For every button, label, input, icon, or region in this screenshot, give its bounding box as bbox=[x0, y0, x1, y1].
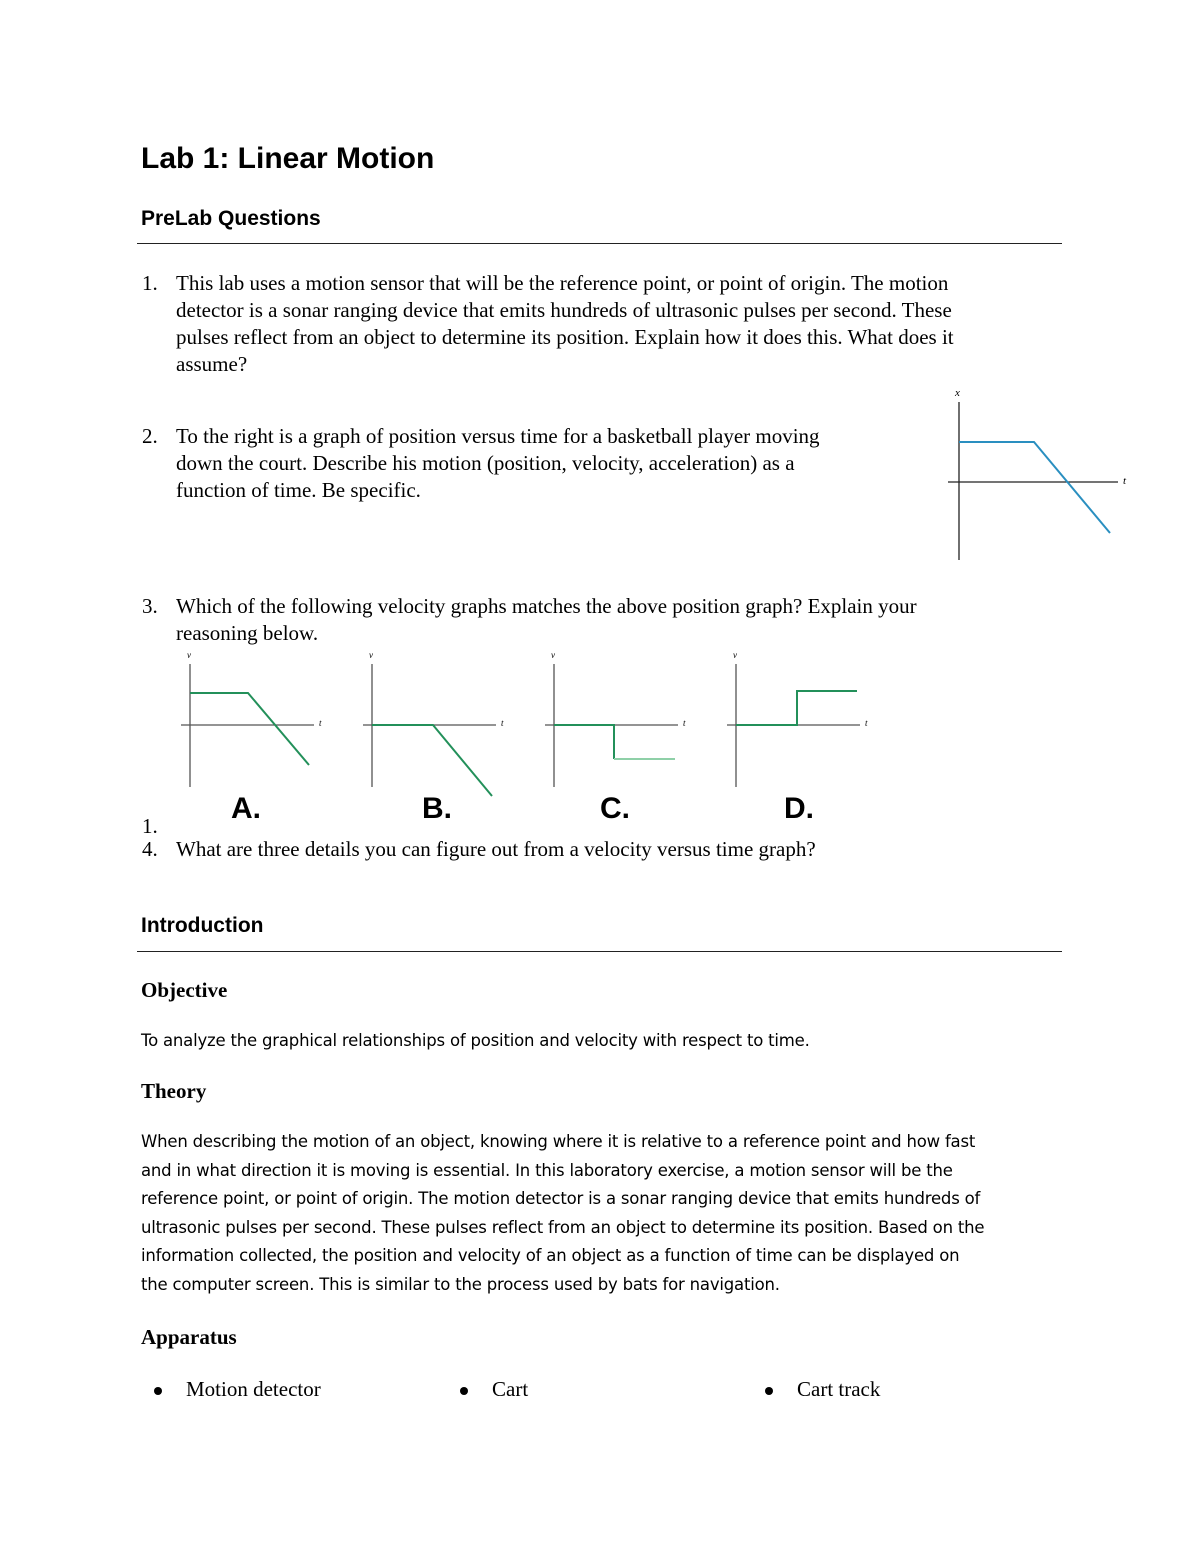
text-line: and in what direction it is moving is essential. In this laboratory exercise, a motion sensor will be the bbox=[141, 1160, 953, 1180]
velocity-y-label: v bbox=[733, 650, 737, 660]
text-line: This lab uses a motion sensor that will be the reference point, or point of origin. The motion bbox=[176, 271, 949, 295]
theory-text bbox=[141, 1128, 1061, 1300]
text-line: assume? bbox=[176, 352, 248, 376]
velocity-x-label: t bbox=[683, 718, 686, 728]
text-line: To the right is a graph of position versus time for a basketball player moving bbox=[176, 424, 820, 448]
answer-number: 1. bbox=[142, 814, 158, 838]
apparatus-label: Cart track bbox=[797, 1377, 881, 1401]
position-x-label: t bbox=[1123, 475, 1127, 487]
text-line: the computer screen. This is similar to the process used by bats for navigation. bbox=[141, 1274, 780, 1294]
apparatus-item bbox=[460, 1377, 528, 1402]
position-line bbox=[959, 442, 1110, 533]
question-text: What are three details you can figure out from a velocity versus time graph? bbox=[176, 837, 816, 861]
velocity-x-label: t bbox=[501, 718, 504, 728]
question-text bbox=[176, 593, 917, 647]
apparatus-item bbox=[765, 1377, 880, 1402]
text-line: information collected, the position and velocity of an object as a function of time can be displayed on bbox=[141, 1246, 960, 1266]
velocity-graph-b bbox=[363, 664, 496, 796]
velocity-y-label: v bbox=[187, 650, 191, 660]
position-y-label: x bbox=[955, 387, 960, 399]
option-d-label: D. bbox=[784, 792, 814, 825]
introduction-heading: Introduction bbox=[141, 914, 264, 937]
bullet-icon bbox=[460, 1387, 468, 1395]
text-line: ultrasonic pulses per second. These pulses reflect from an object to determine its position. Based on the bbox=[141, 1217, 985, 1237]
option-b-label: B. bbox=[422, 792, 452, 825]
velocity-y-label: v bbox=[551, 650, 555, 660]
question-number: 3. bbox=[142, 594, 158, 618]
text-line: Which of the following velocity graphs matches the above position graph? Explain your bbox=[176, 594, 917, 618]
text-line: detector is a sonar ranging device that emits hundreds of ultrasonic pulses per second. These bbox=[176, 298, 952, 322]
objective-text: To analyze the graphical relationships of position and velocity with respect to time. bbox=[141, 1031, 810, 1050]
prelab-heading: PreLab Questions bbox=[141, 207, 321, 230]
divider bbox=[137, 951, 1062, 952]
objective-heading: Objective bbox=[141, 978, 228, 1002]
text-line: reference point, or point of origin. The motion detector is a sonar ranging device that emits hundreds of bbox=[141, 1189, 981, 1209]
option-c-label: C. bbox=[600, 792, 630, 825]
velocity-line bbox=[190, 693, 309, 765]
apparatus-heading: Apparatus bbox=[141, 1325, 237, 1349]
velocity-graph-d bbox=[727, 664, 860, 787]
velocity-line bbox=[554, 725, 614, 759]
page-title: Lab 1: Linear Motion bbox=[141, 142, 435, 175]
apparatus-label: Cart bbox=[492, 1377, 529, 1401]
velocity-x-label: t bbox=[319, 718, 322, 728]
question-number: 1. bbox=[142, 271, 158, 295]
velocity-graph-c bbox=[545, 664, 678, 787]
bullet-icon bbox=[154, 1387, 162, 1395]
velocity-line bbox=[736, 691, 857, 725]
bullet-icon bbox=[765, 1387, 773, 1395]
question-number: 4. bbox=[142, 837, 158, 861]
text-line: When describing the motion of an object, knowing where it is relative to a reference point and how fast bbox=[141, 1132, 976, 1151]
velocity-y-label: v bbox=[369, 650, 373, 660]
option-a-label: A. bbox=[231, 792, 261, 825]
text-line: pulses reflect from an object to determine its position. Explain how it does this. What does it bbox=[176, 325, 954, 349]
velocity-line bbox=[372, 725, 492, 796]
velocity-x-label: t bbox=[865, 718, 868, 728]
apparatus-label: Motion detector bbox=[186, 1377, 321, 1401]
text-line: function of time. Be specific. bbox=[176, 478, 421, 502]
question-number: 2. bbox=[142, 424, 158, 448]
theory-heading: Theory bbox=[141, 1079, 207, 1103]
velocity-graph-a bbox=[181, 664, 314, 787]
text-line: down the court. Describe his motion (position, velocity, acceleration) as a bbox=[176, 451, 795, 475]
apparatus-item bbox=[154, 1377, 321, 1402]
text-line: reasoning below. bbox=[176, 621, 319, 645]
